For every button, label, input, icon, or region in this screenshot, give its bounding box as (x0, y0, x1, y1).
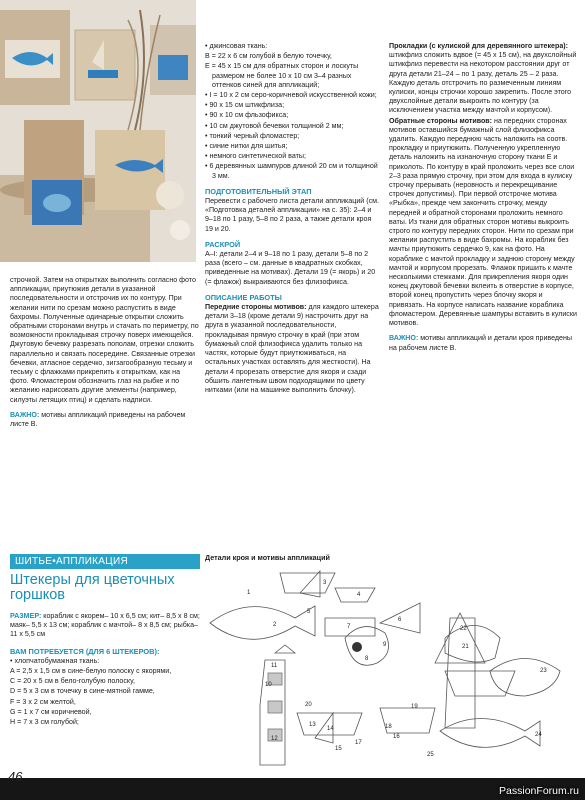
part-number: 23 (540, 668, 547, 674)
body: на передних сторонах мотивов оставшийся бумажный слой флизофикса удалить. Каждую переднюю часть наложить на соотв. прокладку и приутюжить. Полученную укрепленную деталь наложить на изнаночную сторону ткани E и приколоть. По контуру в край проложить через все слои 2–3 раза прямую строчку, при этом для входа в кулиску строчку прерывать (неровность и перекрещивание строчек допустимы). При первой отстрочке мотива «Рыбка», прежде чем закончить строчку, между передней и обратной сторонами проложить немного ваты. Из ткани для обратных сторон мотивы выкроить строго по контуру передних сторон. Нити по срезам при желании распустить в виде бахромы. На кораблик без мачты приутюжить сердечко 9, как на фото. На кораблике с мачтой прокладку и заднюю сторону между мачтой и корпусом прорезать. Флажок пришить к мачте несколькими стежками. Для прикрепления якоря один конец джутовой бечевки вклеить в отверстие в корпусе, второй конец пропустить через блочку якоря и привязать. На корпусе написать название кораблика фломастером. Деревянные шампуры вставить в кулиски мотивов. (389, 116, 577, 328)
part-number: 22 (460, 626, 467, 632)
left-column (10, 276, 200, 430)
paragraph: строчкой. Затем на открытках выполнить согласно фото аппликации, приутюжив детали в указанной последовательности и отстрочив их по контуру. При желании нити по срезам можно распустить в виде бахромы. Полученные одинарные открытки сложить обратными сторонами внутрь и стачать по периметру, по возможности прокладывая строчку поверх имеющейся. Джутовую бечевку разрезать пополам, отрезки сложить параллельно и связать посередине. Связанные отрезки бечевки, атласное сердечко, зигзагообразную тесьму и тесьму с флажками прикрепить к открыткам, как на фото. Фломастером обозначить глаз на рыбке и по желанию нарисовать другие элементы (например, силуэты летящих птиц) и сделать надписи. (10, 276, 199, 404)
list-item: • 10 см джутовой бечевки толщиной 2 мм; (205, 121, 344, 130)
materials-title: ВАМ ПОТРЕБУЕТСЯ (ДЛЯ 6 ШТЕКЕРОВ): (10, 646, 160, 656)
part-number: 15 (335, 746, 342, 752)
section-banner: ШИТЬЕ•АППЛИКАЦИЯ (10, 554, 200, 569)
site-watermark: PassionForum.ru (499, 784, 579, 797)
list-item: • немного синтетической ваты; (205, 152, 306, 161)
part-number: 9 (383, 642, 387, 648)
torn-paper-footer (0, 778, 585, 800)
materials-list (10, 657, 200, 727)
part-number: 25 (427, 752, 434, 758)
part-number: 21 (462, 644, 469, 650)
prep-title: ПОДГОТОВИТЕЛЬНЫЙ ЭТАП (205, 186, 312, 196)
list-item: • 90 х 15 см штикфлиза; (205, 101, 285, 110)
note-lead: ВАЖНО: (389, 334, 419, 343)
part-number: 6 (398, 617, 402, 623)
part-number: 4 (357, 592, 361, 598)
size-label: РАЗМЕР: (10, 612, 42, 620)
part-number: 8 (365, 656, 369, 662)
part-number: 19 (411, 704, 418, 710)
part-number: 10 (265, 682, 272, 688)
list-item: E = 45 х 15 см для обратных сторон и лоскуты размером не более 10 х 10 см 3–4 разных оттенков синей для аппликаций; (205, 62, 359, 89)
left-column-lower (10, 612, 200, 728)
work-title: ОПИСАНИЕ РАБОТЫ (205, 292, 282, 302)
list-item: • тонкий черный фломастер; (205, 131, 300, 140)
lead: Прокладки (с кулиской для деревянного штекера): (389, 42, 569, 50)
cut-title: РАСКРОЙ (205, 239, 241, 249)
part-number: 17 (355, 740, 362, 746)
size-info (10, 612, 200, 640)
paragraph (389, 42, 577, 116)
product-photo (0, 0, 196, 262)
list-item: • синие нитки для шитья; (205, 142, 288, 151)
important-note (10, 411, 200, 429)
list-item: • 6 деревянных шампуров длиной 20 см и толщиной 3 мм. (205, 162, 378, 180)
diagram-title: Детали кроя и мотивы аппликаций (205, 553, 330, 562)
list-item: • хлопчатобумажная ткань: (10, 656, 100, 665)
part-number: 16 (393, 734, 400, 740)
paragraph (389, 117, 577, 329)
pattern-diagram (205, 553, 580, 785)
note-text: мотивы аппликаций приведены на рабочем листе В. (10, 410, 186, 429)
work-body: для каждого штекера детали 3–18 (кроме детали 9) настрочить друг на друга в указанной последовательности, прокладывая прямую строчку в край (при этом бумажный слой флизофикса удалить только на частях, которые будут приутюживаться, на остальных участках оставлять для жесткости). На детали 4 прорезать отверстие для якоря и сзади обшить лангетным швом подходящими по цвету нитками (или на машинке выполнить блочку). (205, 303, 379, 394)
part-number: 14 (327, 726, 334, 732)
list-item: • джинсовая ткань: (205, 42, 268, 50)
size-text: кораблик с якорем– 10 х 6,5 см; кит– 8,5 х 8 см; маяк– 5,5 х 13 см; кораблик с мачтой– 8 х 8,5 см; рыбка– 11 х 5,5 см (10, 612, 200, 639)
work-lead: Передние стороны мотивов: (205, 303, 307, 312)
list-item: A = 2,5 х 1,5 см в сине-белую полоску с якорями, (10, 667, 172, 676)
cut-text: А–I: детали 2–4 и 9–18 по 1 разу, детали 5–8 по 2 раза (всего – см. данные в квадратных скобках, приведенные на мотивах). Детали 19 (= якорь) и 20 (= флажок) выкраиваются без флизофикса. (205, 250, 376, 286)
list-item: H = 7 х 3 см голубой; (10, 718, 79, 727)
part-number: 7 (347, 624, 351, 630)
work-text (205, 303, 380, 395)
part-number: 11 (271, 663, 278, 669)
diagram-numbers (205, 563, 580, 785)
list-item: • I = 10 х 2 см серо-коричневой искусственной кожи; (205, 91, 377, 100)
article-title: Штекеры для цветочных горшков (10, 572, 175, 603)
page-number: 46 (8, 769, 23, 784)
note-lead: ВАЖНО: (10, 410, 40, 419)
part-number: 12 (271, 736, 278, 742)
note-text: мотивы аппликаций и детали кроя приведены на рабочем листе В. (389, 334, 572, 352)
part-number: 20 (305, 702, 312, 708)
prep-text: Перевести с рабочего листа детали аппликаций (см. «Подготовка деталей аппликации» на с. 35): 2–4 и 9–18 по 1 разу, 5–8 по 2 раза, а также детали кроя 19 и 20. (205, 197, 379, 233)
part-number: 1 (247, 590, 251, 596)
important-note (389, 334, 577, 352)
part-number: 5 (307, 609, 311, 615)
part-number: 18 (385, 724, 392, 730)
part-number: 3 (323, 580, 327, 586)
list-item: D = 5 х 3 см в точечку в сине-мятной гамме, (10, 687, 155, 696)
list-item: C = 20 х 5 см в бело-голубую полоску, (10, 677, 135, 686)
part-number: 2 (273, 622, 277, 628)
part-number: 24 (535, 732, 542, 738)
part-number: 13 (309, 722, 316, 728)
right-column (389, 42, 577, 354)
list-item: • 90 х 10 см фльзофикса; (205, 111, 289, 120)
body: штикфлиз сложить вдвое (= 45 х 15 см), на двухслойный штикфлиз перевести на некотором расстоянии друг от друга детали 21–24 – по 1 разу, деталь 25 – 2 раза. Каждую деталь отстрочить по размеченным линиям кулиски, концы строчки хорошо закрепить. После этого двухслойные детали выкроить по контуру (за исключением участка между мачтой и корпусом). (389, 51, 577, 115)
lead: Обратные стороны мотивов: (389, 116, 493, 125)
list-item: G = 1 х 7 см коричневой, (10, 707, 92, 716)
list-item: B = 22 х 6 см голубой в белую точечку, (205, 52, 332, 61)
list-item: F = 3 х 2 см желтой, (10, 697, 76, 706)
middle-column (205, 42, 380, 396)
